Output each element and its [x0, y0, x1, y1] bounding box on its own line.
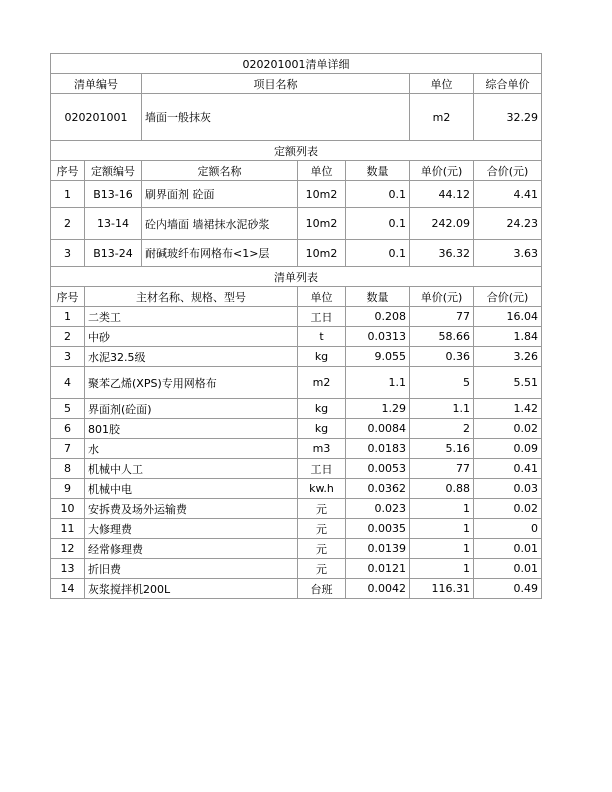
material-row: [51, 367, 542, 399]
unit: 元: [298, 559, 346, 579]
total-price: 4.41: [474, 181, 542, 208]
material-name: 安拆费及场外运输费: [85, 499, 298, 519]
unit-price: 44.12: [410, 181, 474, 208]
total-price: 1.84: [474, 327, 542, 347]
material-row: [51, 347, 542, 367]
quantity: 0.1: [346, 240, 410, 267]
row-number: 3: [51, 347, 85, 367]
quantity: 0.208: [346, 307, 410, 327]
quota-header-cell: 单价(元): [410, 161, 474, 181]
total-price: 0.02: [474, 499, 542, 519]
material-row: [51, 307, 542, 327]
bill-row: [51, 94, 542, 141]
bill-price-header: 综合单价: [474, 74, 542, 94]
quantity: 0.0362: [346, 479, 410, 499]
material-name: 水泥32.5级: [85, 347, 298, 367]
unit-price: 116.31: [410, 579, 474, 599]
material-row: [51, 439, 542, 459]
quota-row: [51, 181, 542, 208]
material-row: [51, 499, 542, 519]
unit: 10m2: [298, 240, 346, 267]
row-number: 13: [51, 559, 85, 579]
unit: 台班: [298, 579, 346, 599]
total-price: 0.09: [474, 439, 542, 459]
material-name: 大修理费: [85, 519, 298, 539]
unit: kg: [298, 419, 346, 439]
quantity: 0.0139: [346, 539, 410, 559]
bill-name-header: 项目名称: [142, 74, 410, 94]
material-name: 水: [85, 439, 298, 459]
quantity: 0.1: [346, 181, 410, 208]
quantity: 0.0035: [346, 519, 410, 539]
row-number: 7: [51, 439, 85, 459]
quantity: 0.0313: [346, 327, 410, 347]
row-number: 1: [51, 181, 85, 208]
bill-name: 墙面一般抹灰: [142, 94, 410, 141]
row-number: 4: [51, 367, 85, 399]
unit: kg: [298, 399, 346, 419]
unit: 10m2: [298, 208, 346, 240]
bill-code: 020201001: [51, 94, 142, 141]
row-number: 11: [51, 519, 85, 539]
unit-price: 1: [410, 499, 474, 519]
material-row: [51, 459, 542, 479]
total-price: 0.01: [474, 559, 542, 579]
quota-section-row: [51, 141, 542, 161]
material-header-cell: 序号: [51, 287, 85, 307]
quota-code: B13-24: [85, 240, 142, 267]
row-number: 5: [51, 399, 85, 419]
unit: 工日: [298, 459, 346, 479]
unit-price: 1: [410, 559, 474, 579]
unit: 工日: [298, 307, 346, 327]
total-price: 3.26: [474, 347, 542, 367]
material-header-cell: 主材名称、规格、型号: [85, 287, 298, 307]
material-row: [51, 479, 542, 499]
material-row: [51, 579, 542, 599]
material-name: 机械中电: [85, 479, 298, 499]
material-row: [51, 399, 542, 419]
unit-price: 58.66: [410, 327, 474, 347]
material-header-cell: 合价(元): [474, 287, 542, 307]
unit-price: 77: [410, 459, 474, 479]
total-price: 16.04: [474, 307, 542, 327]
material-name: 经常修理费: [85, 539, 298, 559]
total-price: 0.01: [474, 539, 542, 559]
unit-price: 5.16: [410, 439, 474, 459]
material-row: [51, 559, 542, 579]
unit: kg: [298, 347, 346, 367]
quota-name: 耐碱玻纤布网格布<1>层: [142, 240, 298, 267]
row-number: 1: [51, 307, 85, 327]
material-row: [51, 419, 542, 439]
material-header-cell: 数量: [346, 287, 410, 307]
unit-price: 36.32: [410, 240, 474, 267]
material-name: 聚苯乙烯(XPS)专用网格布: [85, 367, 298, 399]
quota-header-row: [51, 161, 542, 181]
quantity: 9.055: [346, 347, 410, 367]
unit-price: 77: [410, 307, 474, 327]
material-header-cell: 单价(元): [410, 287, 474, 307]
quota-row: [51, 208, 542, 240]
unit: 元: [298, 519, 346, 539]
total-price: 24.23: [474, 208, 542, 240]
unit-price: 0.88: [410, 479, 474, 499]
unit: 10m2: [298, 181, 346, 208]
quantity: 0.0042: [346, 579, 410, 599]
bill-header-row: [51, 74, 542, 94]
quantity: 1.1: [346, 367, 410, 399]
quota-code: B13-16: [85, 181, 142, 208]
row-number: 6: [51, 419, 85, 439]
page-title: 020201001清单详细: [51, 54, 542, 74]
quota-name: 刷界面剂 砼面: [142, 181, 298, 208]
row-number: 9: [51, 479, 85, 499]
unit: t: [298, 327, 346, 347]
bill-price: 32.29: [474, 94, 542, 141]
row-number: 3: [51, 240, 85, 267]
unit: 元: [298, 539, 346, 559]
material-name: 中砂: [85, 327, 298, 347]
row-number: 8: [51, 459, 85, 479]
total-price: 3.63: [474, 240, 542, 267]
unit: 元: [298, 499, 346, 519]
quantity: 0.1: [346, 208, 410, 240]
quota-header-cell: 定额编号: [85, 161, 142, 181]
unit-price: 0.36: [410, 347, 474, 367]
row-number: 2: [51, 208, 85, 240]
material-name: 二类工: [85, 307, 298, 327]
unit-price: 5: [410, 367, 474, 399]
quota-header-cell: 单位: [298, 161, 346, 181]
total-price: 5.51: [474, 367, 542, 399]
quota-header-cell: 序号: [51, 161, 85, 181]
material-section-title: 清单列表: [51, 267, 542, 287]
row-number: 12: [51, 539, 85, 559]
material-row: [51, 539, 542, 559]
unit: kw.h: [298, 479, 346, 499]
material-section-row: [51, 267, 542, 287]
row-number: 14: [51, 579, 85, 599]
quota-name: 砼内墙面 墙裙抹水泥砂浆: [142, 208, 298, 240]
title-row: [51, 54, 542, 74]
quantity: 0.0053: [346, 459, 410, 479]
unit-price: 2: [410, 419, 474, 439]
unit-price: 1: [410, 539, 474, 559]
bill-unit-header: 单位: [410, 74, 474, 94]
quota-code: 13-14: [85, 208, 142, 240]
total-price: 0.41: [474, 459, 542, 479]
material-name: 折旧费: [85, 559, 298, 579]
quantity: 0.0121: [346, 559, 410, 579]
quota-header-cell: 定额名称: [142, 161, 298, 181]
material-name: 界面剂(砼面): [85, 399, 298, 419]
total-price: 0.49: [474, 579, 542, 599]
quantity: 1.29: [346, 399, 410, 419]
material-name: 801胶: [85, 419, 298, 439]
total-price: 0.03: [474, 479, 542, 499]
total-price: 0: [474, 519, 542, 539]
bill-detail-table: [50, 53, 542, 599]
bill-code-header: 清单编号: [51, 74, 142, 94]
unit-price: 1.1: [410, 399, 474, 419]
quantity: 0.0084: [346, 419, 410, 439]
quota-section-title: 定额列表: [51, 141, 542, 161]
row-number: 10: [51, 499, 85, 519]
unit-price: 1: [410, 519, 474, 539]
quota-header-cell: 合价(元): [474, 161, 542, 181]
material-name: 灰浆搅拌机200L: [85, 579, 298, 599]
material-row: [51, 519, 542, 539]
quota-header-cell: 数量: [346, 161, 410, 181]
material-name: 机械中人工: [85, 459, 298, 479]
unit: m3: [298, 439, 346, 459]
total-price: 1.42: [474, 399, 542, 419]
quantity: 0.023: [346, 499, 410, 519]
material-header-cell: 单位: [298, 287, 346, 307]
unit: m2: [298, 367, 346, 399]
quota-row: [51, 240, 542, 267]
bill-unit: m2: [410, 94, 474, 141]
quantity: 0.0183: [346, 439, 410, 459]
material-row: [51, 327, 542, 347]
material-header-row: [51, 287, 542, 307]
row-number: 2: [51, 327, 85, 347]
unit-price: 242.09: [410, 208, 474, 240]
total-price: 0.02: [474, 419, 542, 439]
